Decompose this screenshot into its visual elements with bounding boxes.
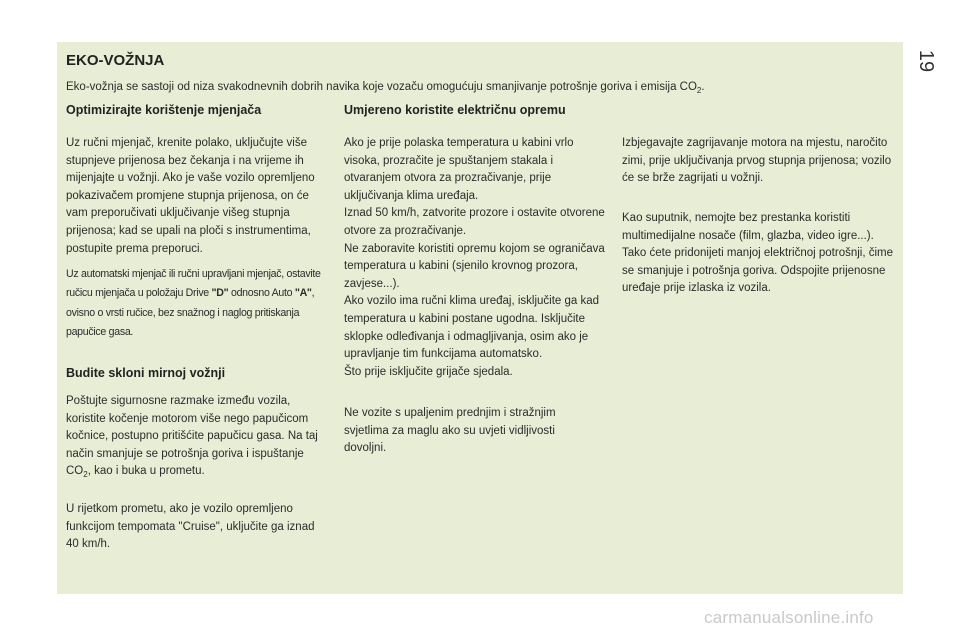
seat-heating-paragraph: Što prije isključite grijače sjedala.	[344, 365, 513, 378]
heading-gearbox: Optimizirajte korištenje mjenjača	[66, 103, 262, 117]
sunblind-paragraph: Ne zaboravite koristiti opremu kojom se ograničava temperatura u kabini (sjenilo krovnog prozora, zavjese...).	[344, 242, 605, 290]
intro-text: Eko-vožnja se sastoji od niza svakodnevnih dobrih navika koje vozaču omogućuju smanjivanje potrošnje goriva i emisija $CO_2$.	[66, 81, 705, 95]
air-conditioning-paragraph: Ako vozilo ima ručni klima uređaj, isključite ga kad temperatura u kabini postane ugodna. Isključite sklopke odleđivanja i odmagljivanja, osim ako je upravljanje tim funkcijama automatsko.	[344, 295, 600, 361]
fog-lights-paragraph: Ne vozite s upaljenim prednjim i stražnjim svjetlima za maglu ako su uvjeti vidljivosti dovoljni.	[344, 407, 556, 455]
cruise-paragraph: U rijetkom prometu, ako je vozilo opremljeno funkcijom tempomata "Cruise", uključite ga iznad 40 km/h.	[66, 503, 315, 551]
heading-smooth-driving: Budite skloni mirnoj vožnji	[66, 366, 226, 380]
smooth-driving-paragraph: Poštujte sigurnosne razmake između vozila, koristite kočenje motorom više nego papučicom kočnice, postupno pritišćite papučicu gasa. Na taj način smanjuje se potrošnja goriva i ispuštanje $CO_2$, kao i buka u prometu.	[66, 395, 318, 480]
windows-paragraph: Iznad 50 km/h, zatvorite prozore i ostavite otvorene otvore za prozračivanje.	[344, 207, 605, 237]
page-title: EKO-VOŽNJA	[66, 52, 165, 69]
multimedia-paragraph: Kao suputnik, nemojte bez prestanka koristiti multimedijalne nosače (film, glazba, video igre...). Tako ćete pridonijeti manjoj električnoj potrošnji, čime se smanjuje i potrošnja goriva. Odspojite prijenosne uređaje prije izlaska iz vozila.	[622, 212, 894, 295]
watermark: carmanualsonline.info	[704, 608, 874, 627]
page-number: 19	[915, 49, 937, 73]
electrical-paragraphs	[344, 135, 612, 381]
engine-warmup-paragraph: Izbjegavajte zagrijavanje motora na mjestu, naročito zimi, prije uključivanja prvog stupnja prijenosa; vozilo će se brže zagrijati u vožnji.	[622, 137, 892, 185]
automatic-gearbox-note: Uz automatski mjenjač ili ručni upravljani mjenjač, ostavite ručicu mjenjača u položaju Drive "D" odnosno Auto "A", ovisno o vrsti ručice, bez snažnog i naglog pritiskanja papučice gasa.	[66, 268, 321, 339]
heading-electrical-equipment: Umjereno koristite električnu opremu	[344, 103, 566, 117]
gearbox-paragraph: Uz ručni mjenjač, krenite polako, uključujte više stupnjeve prijenosa bez čekanja i na vrijeme ih mijenjajte u vožnji. Ako je vaše vozilo opremljeno pokazivačem promjene stupnja prijenosa, on će vam preporučivati uključivanje višeg stupnja prijenosa; kad se upali na ploči s instrumentima, postupite prema preporuci.	[66, 137, 315, 255]
cabin-temperature-paragraph: Ako je prije polaska temperatura u kabini vrlo visoka, prozračite je spuštanjem stakala i otvaranjem otvora za prozračivanje, prije uključivanja klima uređaja.	[344, 137, 574, 202]
